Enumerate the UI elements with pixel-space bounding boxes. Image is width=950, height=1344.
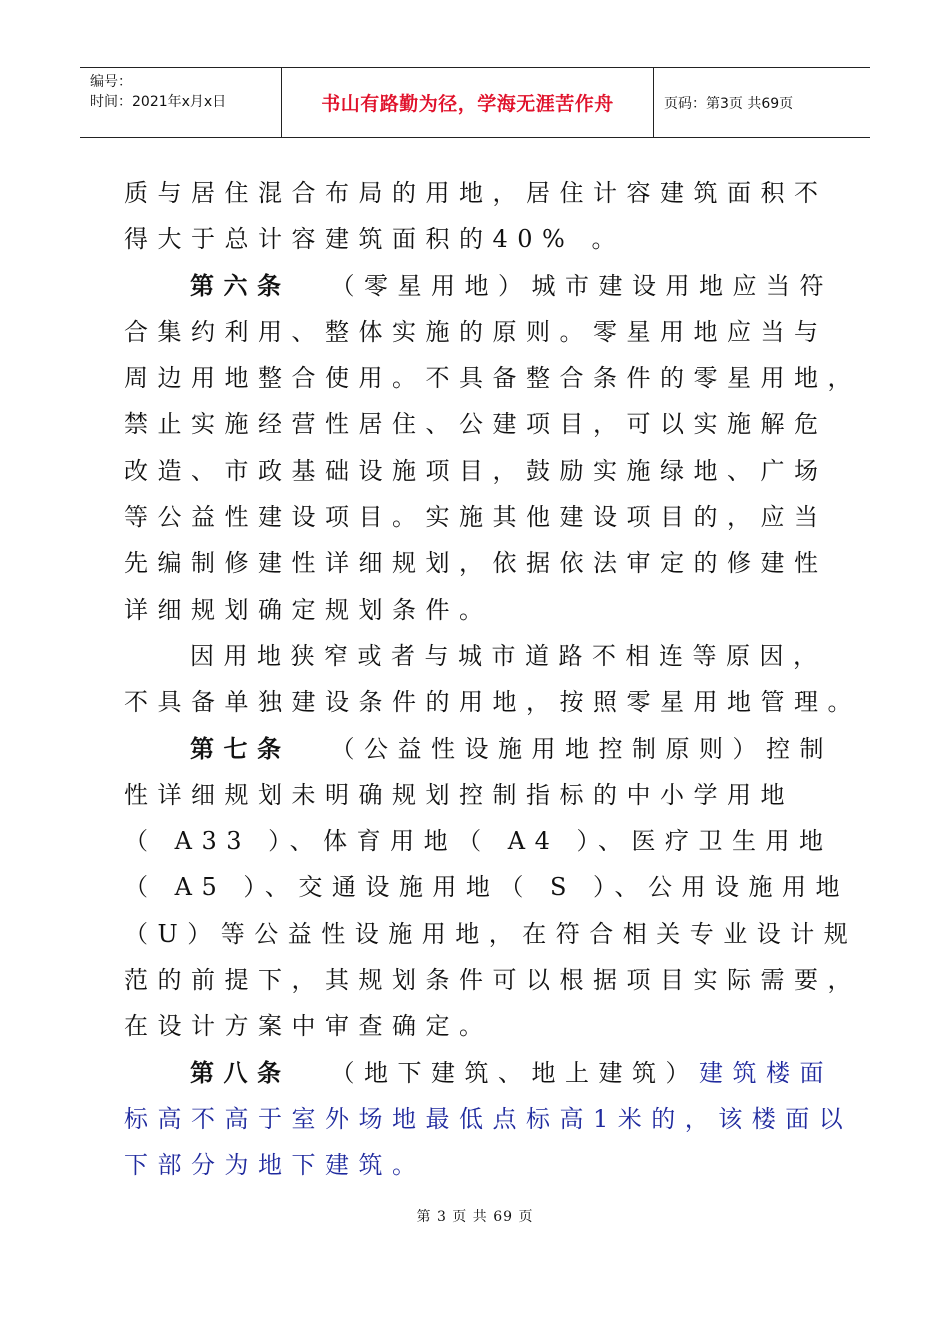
text-line: 性详细规划未明确规划控制指标的中小学用地	[124, 780, 794, 809]
article-8-title: 第八条	[190, 1057, 291, 1087]
document-number-label: 编号：	[90, 74, 132, 90]
article-7-title: 第七条	[190, 733, 291, 763]
paragraph-start: 因用地狭窄或者与城市道路不相连等原因，	[190, 641, 827, 670]
text-line: 范的前提下，其规划条件可以根据项目实际需要，	[124, 966, 861, 995]
article-7-text: （公益性设施用地控制原则）控制	[330, 734, 833, 763]
highlight-line: 标高不高于室外场地最低点标高1米的，该楼面以	[124, 1104, 853, 1133]
header-page-info: 页码：第3页 共69页	[664, 95, 794, 112]
text-line: 等公益性建设项目。实施其他建设项目的，应当	[124, 503, 828, 532]
article-8-text: （地下建筑、地上建筑）	[330, 1058, 699, 1087]
article-6-title: 第六条	[190, 270, 291, 300]
text-line: 禁止实施经营性居住、公建项目，可以实施解危	[124, 410, 828, 439]
text-line: 合集约利用、整体实施的原则。零星用地应当与	[124, 317, 828, 346]
article-6-heading	[124, 263, 833, 309]
text-line: 先编制修建性详细规划，依据依法审定的修建性	[124, 549, 828, 578]
article-7-heading	[124, 726, 833, 772]
article-6-text: （零星用地）城市建设用地应当符	[330, 271, 833, 300]
text-line: 质与居住混合布局的用地，居住计容建筑面积不	[124, 179, 828, 207]
highlight-line: 下部分为地下建筑。	[124, 1151, 426, 1180]
text-line: （ A5 ）、交通设施用地（ S ）、公用设施用地	[124, 873, 850, 902]
document-body	[124, 170, 861, 1189]
text-line: 改造、市政基础设施项目，鼓励实施绿地、广场	[124, 456, 828, 485]
text-line: 详细规划确定规划条件。	[124, 595, 493, 624]
text-line: 得大于总计容建筑面积的40% 。	[124, 225, 625, 254]
page-header	[80, 67, 870, 138]
article-8-heading	[124, 1050, 833, 1096]
text-line: （ A33 ）、体育用地（ A4 ）、医疗卫生用地	[124, 827, 833, 856]
text-line: （U）等公益性设施用地，在符合相关专业设计规	[124, 919, 858, 948]
document-time-label: 时间：2021年x月x日	[90, 94, 227, 110]
text-line: 周边用地整合使用。不具备整合条件的零星用地，	[124, 364, 861, 393]
text-line: 在设计方案中审查确定。	[124, 1012, 493, 1041]
article-8-highlight: 建筑楼面	[699, 1058, 833, 1087]
page-footer: 第 3 页 共 69 页	[416, 1209, 534, 1225]
text-line: 不具备单独建设条件的用地，按照零星用地管理。	[124, 688, 861, 717]
header-meta	[80, 68, 282, 137]
header-motto: 书山有路勤为径，学海无涯苦作舟	[282, 68, 654, 137]
